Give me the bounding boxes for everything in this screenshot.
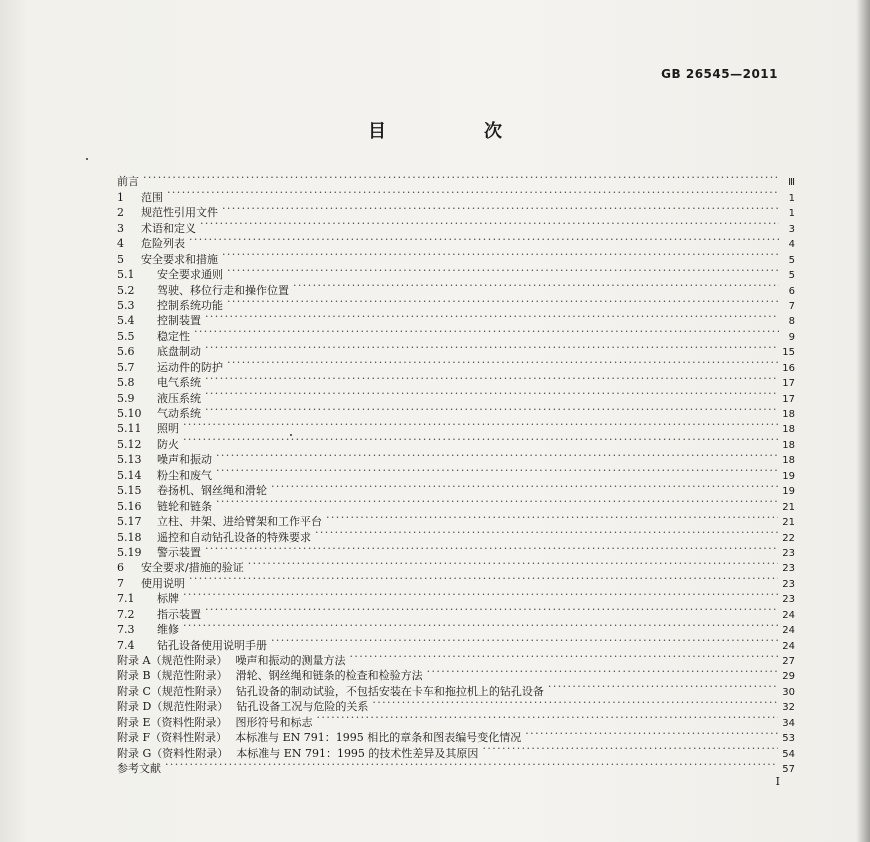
toc-entry-number: 5.11 (117, 422, 142, 436)
toc-entry-label: 噪声和振动 (157, 453, 212, 467)
toc-entry-page: 17 (782, 393, 795, 405)
toc-entry (117, 263, 795, 282)
toc-entry-page: 18 (782, 439, 795, 451)
toc-entry (117, 417, 795, 436)
toc-entry-number: 5.2 (117, 283, 135, 297)
toc-leader-dots (315, 525, 778, 540)
toc-entry-number: 附录 G（资料性附录） (117, 746, 229, 760)
toc-entry-label: 照明 (157, 422, 179, 436)
toc-entry-label: 钻孔设备使用说明手册 (157, 638, 267, 652)
toc-leader-dots (293, 278, 779, 293)
toc-entry-number: 附录 B（规范性附录） (117, 669, 228, 683)
toc-leader-dots (427, 664, 779, 679)
toc-entry (117, 371, 795, 390)
toc-entry-number: 5.4 (117, 314, 135, 328)
toc-entry-page: 9 (788, 331, 795, 343)
toc-entry-number: 5.13 (117, 453, 142, 467)
toc-entry-label: 安全要求/措施的验证 (141, 561, 244, 575)
toc-entry (117, 602, 795, 621)
toc-entry-label: 控制装置 (157, 314, 201, 328)
toc-entry-number: 2 (117, 206, 124, 220)
toc-entry (117, 633, 795, 652)
toc-entry-page: 18 (782, 409, 795, 420)
toc-entry-page: 21 (782, 501, 795, 513)
toc-leader-dots (205, 541, 778, 556)
toc-entry (117, 386, 795, 405)
toc-entry-number: 7.4 (117, 638, 135, 652)
toc-leader-dots (482, 741, 778, 756)
toc-leader-dots (349, 649, 778, 664)
toc-entry-label: 立柱、井架、进给臂架和工作平台 (157, 515, 322, 529)
toc-entry-number: 附录 F（资料性附录） (117, 731, 228, 745)
toc-title: 目 次 (368, 121, 542, 142)
toc-entry (117, 247, 795, 266)
toc-entry-number: 5.8 (117, 376, 135, 390)
toc-leader-dots (205, 340, 778, 355)
toc-leader-dots (227, 355, 778, 370)
toc-entry-label: 卷扬机、钢丝绳和滑轮 (157, 484, 267, 498)
toc-leader-dots (227, 294, 779, 309)
toc-entry-label: 标牌 (157, 592, 179, 606)
toc-entry (117, 571, 795, 590)
toc-entry-number: 5.7 (117, 360, 135, 374)
toc-entry-page: 18 (782, 424, 795, 436)
toc-entry-page: 1 (788, 208, 795, 220)
toc-entry-page: 30 (782, 686, 795, 698)
toc-entry-page: 21 (782, 517, 795, 529)
toc-leader-dots (248, 556, 779, 571)
toc-leader-dots (326, 510, 778, 525)
toc-entry-number: 5.12 (117, 437, 142, 451)
toc-entry-number: 6 (117, 561, 124, 575)
toc-entry-number: 附录 E（资料性附录） (117, 715, 228, 729)
toc-entry-number: 7.1 (117, 592, 135, 606)
toc-entry-label: 范围 (141, 190, 163, 204)
scan-speck (290, 434, 292, 436)
toc-leader-dots (205, 386, 778, 401)
toc-entry-page: 27 (782, 656, 795, 667)
toc-entry-page: 23 (782, 563, 795, 575)
toc-entry-page: 24 (782, 625, 795, 637)
toc-entry-page: 24 (782, 640, 795, 652)
toc-entry (117, 170, 795, 189)
toc-leader-dots (205, 371, 778, 386)
toc-entry (117, 448, 795, 467)
toc-entry-label: 维修 (157, 623, 179, 637)
toc-entry-number: 5.5 (117, 329, 135, 343)
toc-entry (117, 201, 795, 220)
toc-entry-page: 19 (782, 486, 795, 498)
toc-leader-dots (216, 448, 778, 463)
toc-leader-dots (205, 309, 779, 324)
toc-entry-number: 5.3 (117, 298, 135, 312)
toc-entry (117, 432, 795, 451)
toc-leader-dots (165, 757, 778, 772)
toc-entry-label: 电气系统 (157, 376, 201, 390)
page-edge-shadow (856, 0, 870, 842)
toc-entry-number: 附录 C（规范性附录） (117, 684, 228, 698)
toc-leader-dots (216, 494, 778, 509)
toc-entry-label: 使用说明 (141, 576, 185, 590)
toc-entry-number: 附录 A（规范性附录） (117, 654, 228, 667)
toc-entry-page: 16 (782, 362, 795, 374)
toc-entry-label: 滑轮、钢丝绳和链条的检查和检验方法 (235, 669, 423, 683)
toc-entry (117, 324, 795, 343)
toc-entry-page: 22 (782, 532, 795, 544)
toc-entry-label: 危险列表 (141, 237, 185, 251)
toc-entry-number: 5.19 (117, 545, 142, 559)
toc-entry (117, 479, 795, 498)
scan-speck (86, 158, 88, 160)
toc-entry (117, 402, 795, 420)
toc-entry-page: 34 (782, 717, 795, 729)
toc-entry-page: 57 (782, 764, 795, 776)
toc-entry-label: 钻孔设备工况与危险的关系 (236, 700, 369, 714)
toc-entry-page: 3 (788, 223, 795, 235)
toc-entry-number: 5.10 (117, 407, 142, 420)
toc-leader-dots (205, 602, 778, 617)
toc-entry (117, 587, 795, 606)
toc-entry-label: 噪声和振动的测量方法 (235, 654, 346, 667)
toc-entry-label: 术语和定义 (141, 221, 196, 235)
toc-entry (117, 216, 795, 235)
toc-entry (117, 232, 795, 251)
toc-entry-label: 防火 (157, 437, 179, 451)
toc-entry-label: 本标准与 EN 791：1995 的技术性差异及其原因 (236, 746, 479, 760)
toc-entry-page: 5 (788, 270, 795, 282)
toc-entry-page: 6 (788, 285, 795, 297)
toc-entry (117, 494, 795, 513)
toc-leader-dots (216, 463, 778, 478)
toc-entry-number: 7.2 (117, 607, 135, 621)
toc-entry-label: 运动件的防护 (157, 360, 223, 374)
toc-leader-dots (222, 247, 779, 262)
toc-leader-dots (167, 185, 779, 200)
standard-number: GB 26545—2011 (661, 67, 778, 81)
toc-entry-page: 32 (782, 702, 795, 714)
toc-entry-number: 附录 D（规范性附录） (117, 700, 229, 714)
toc-entry-page: 53 (782, 733, 795, 745)
toc-entry-number: 5.18 (117, 530, 142, 544)
toc-leader-dots (271, 633, 778, 648)
toc-entry-page: 23 (782, 594, 795, 606)
toc-entry-label: 规范性引用文件 (141, 206, 218, 220)
toc-entry-page: 1 (788, 192, 795, 204)
toc-entry-label: 气动系统 (157, 407, 201, 420)
toc-entry-label: 驾驶、移位行走和操作位置 (157, 283, 289, 297)
toc-leader-dots (317, 710, 779, 725)
toc-entry (117, 463, 795, 482)
toc-entry-label: 稳定性 (157, 329, 190, 343)
toc-entry-number: 5.15 (117, 484, 142, 498)
toc-entry-label: 安全要求通则 (157, 268, 223, 282)
toc-entry (117, 510, 795, 529)
toc-entry (117, 185, 795, 204)
toc-entry-page: 29 (782, 671, 795, 683)
table-of-contents (117, 170, 795, 776)
toc-leader-dots (227, 263, 779, 278)
toc-entry-number: 5.9 (117, 391, 135, 405)
toc-leader-dots (189, 571, 778, 586)
toc-entry-label: 粉尘和废气 (157, 468, 212, 482)
toc-entry-page: 23 (782, 547, 795, 559)
toc-entry-label: 前言 (117, 175, 139, 189)
toc-entry-label: 遥控和自动钻孔设备的特殊要求 (157, 530, 311, 544)
toc-entry-number: 7.3 (117, 623, 135, 637)
toc-entry-page: 24 (782, 609, 795, 621)
toc-entry-label: 钻孔设备的制动试验，不包括安装在卡车和拖拉机上的钻孔设备 (235, 684, 544, 698)
toc-entry-label: 警示装置 (157, 545, 201, 559)
toc-entry-number: 5.1 (117, 268, 135, 282)
toc-entry-page: 17 (782, 378, 795, 390)
toc-entry (117, 757, 795, 776)
toc-entry-label: 链轮和链条 (157, 499, 212, 513)
toc-entry-label: 图形符号和标志 (235, 715, 313, 729)
toc-entry-number: 5 (117, 252, 124, 266)
toc-entry-label: 安全要求和措施 (141, 252, 218, 266)
toc-leader-dots (183, 417, 778, 432)
toc-leader-dots (548, 679, 778, 694)
toc-entry-page: 7 (788, 300, 795, 312)
toc-entry-page: 19 (782, 470, 795, 482)
toc-entry-page: 5 (788, 254, 795, 266)
toc-entry (117, 541, 795, 559)
toc-entry-number: 7 (117, 576, 124, 590)
toc-entry-label: 参考文献 (117, 762, 161, 776)
toc-leader-dots (222, 201, 779, 216)
toc-entry-number: 4 (117, 237, 124, 251)
toc-entry-label: 底盘制动 (157, 345, 201, 359)
toc-leader-dots (143, 170, 779, 185)
toc-leader-dots (183, 587, 778, 602)
toc-entry-number: 1 (117, 190, 124, 204)
toc-leader-dots (271, 479, 778, 494)
toc-entry (117, 556, 795, 575)
toc-entry-page: 8 (788, 316, 795, 328)
toc-entry-page: 54 (782, 748, 795, 760)
toc-entry-page: 18 (782, 455, 795, 467)
toc-entry (117, 340, 795, 359)
toc-leader-dots (183, 618, 778, 633)
toc-entry-page: 23 (782, 578, 795, 590)
toc-entry-page: 15 (782, 347, 795, 359)
toc-leader-dots (189, 232, 779, 247)
toc-entry-label: 液压系统 (157, 391, 201, 405)
toc-leader-dots (194, 324, 779, 339)
toc-leader-dots (525, 726, 778, 741)
page-number: Ⅰ (775, 775, 780, 788)
toc-entry-number: 5.16 (117, 499, 142, 513)
toc-entry-number: 5.17 (117, 515, 142, 529)
toc-entry-number: 5.14 (117, 468, 142, 482)
toc-leader-dots (200, 216, 779, 231)
toc-entry (117, 355, 795, 374)
toc-entry-number: 5.6 (117, 345, 135, 359)
toc-leader-dots (205, 402, 778, 417)
toc-leader-dots (183, 432, 778, 447)
toc-entry (117, 618, 795, 637)
toc-entry-page: 4 (788, 239, 795, 251)
toc-entry-label: 本标准与 EN 791：1995 相比的章条和图表编号变化情况 (235, 731, 522, 745)
toc-entry-page: Ⅲ (788, 177, 795, 189)
toc-entry-label: 控制系统功能 (157, 298, 223, 312)
toc-leader-dots (372, 695, 778, 710)
toc-entry-number: 3 (117, 221, 124, 235)
toc-entry (117, 309, 795, 328)
toc-entry-label: 指示装置 (157, 607, 201, 621)
